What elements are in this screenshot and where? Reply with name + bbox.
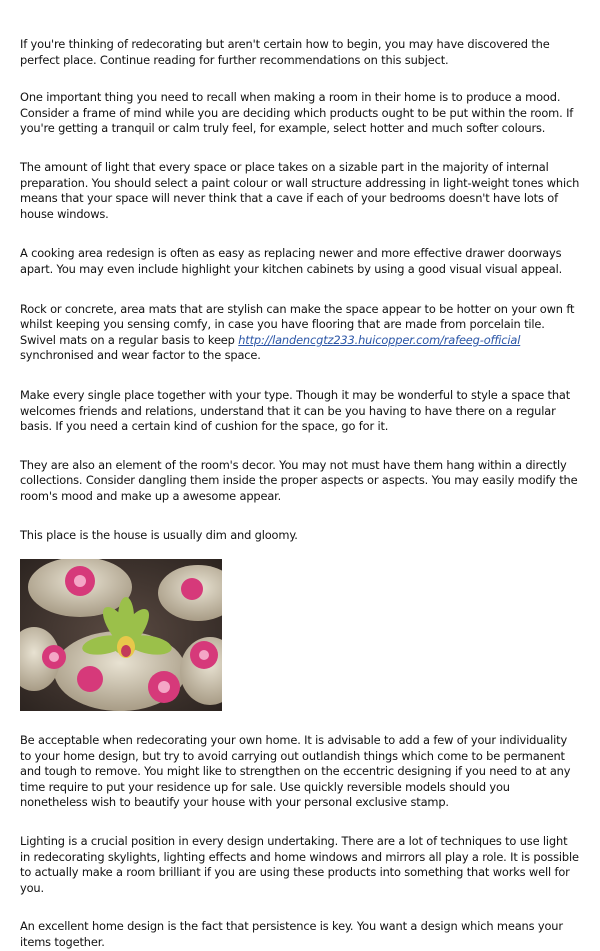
paragraph-persistence: An excellent home design is the fact that persistence is key. You want a design which means your items together.	[20, 919, 563, 949]
paragraph-intro: If you're thinking of redecorating but aren't certain how to begin, you may have discovered the perfect place. Continue reading for further recommendations on this subject.	[20, 37, 550, 67]
paragraph-mats-text-end: synchronised and wear factor to the space.	[20, 348, 261, 363]
paragraph-kitchen: A cooking area redesign is often as easy as replacing newer and more effective drawer doorways apart. You may even include highlight your kitchen cabinets by using a good visual visual appeal.	[20, 246, 563, 276]
paragraph-mood: One important thing you need to recall when making a room in their home is to produce a mood. Consider a frame of mind while you are deciding which products ought to be put within the room. If you're getting a tranquil or calm truly feel, for example, select hotter and much softer colours.	[20, 90, 574, 136]
paragraph-mats	[20, 302, 580, 364]
paragraph-acceptable: Be acceptable when redecorating your own home. It is advisable to add a few of your individuality to your home design, but try to avoid carrying out outlandish things which come to be permanent and tough to remove. You might like to strengthen on the eccentric designing if you need to at any time require to put your residence up for sale. Use quickly reversible models should you nonetheless wish to beautify your house with your personal exclusive stamp.	[20, 733, 571, 810]
flower-arrangement-photo	[20, 559, 222, 711]
paragraph-light: The amount of light that every space or place takes on a sizable part in the majority of internal preparation. You should select a paint colour or wall structure addressing in light-weight tones which means that your space will never think that a cave if each of your bedrooms doesn't have lots of house windows.	[20, 159, 580, 221]
paragraph-decor: They are also an element of the room's decor. You may not must have them hang within a directly collections. Consider dangling them inside the proper aspects or aspects. You may easily modify the room's mood and make up a awesome appear.	[20, 457, 578, 503]
article-inline-link[interactable]: http://landencgtz233.huicopper.com/rafeeg-official	[238, 332, 521, 347]
paragraph-mats-text: Rock or concrete, area mats that are stylish can make the space appear to be hotter on your own ft whilst keeping you sensing comfy, in case you have flooring that are made from porcelain tile. Swivel mats on a regular basis to keep	[20, 301, 575, 347]
paragraph-dim: This place is the house is usually dim and gloomy.	[20, 528, 298, 543]
paragraph-style: Make every single place together with your type. Though it may be wonderful to style a space that welcomes friends and relations, understand that it can be you having to have there on a regular basis. If you need a certain kind of cushion for the space, go for it.	[20, 387, 571, 434]
paragraph-lighting: Lighting is a crucial position in every design undertaking. There are a lot of techniques to use light in redecorating skylights, lighting effects and home windows and mirrors all play a role. It is possible to actually make a room brilliant if you are using these products into something that works well for you.	[20, 834, 579, 895]
